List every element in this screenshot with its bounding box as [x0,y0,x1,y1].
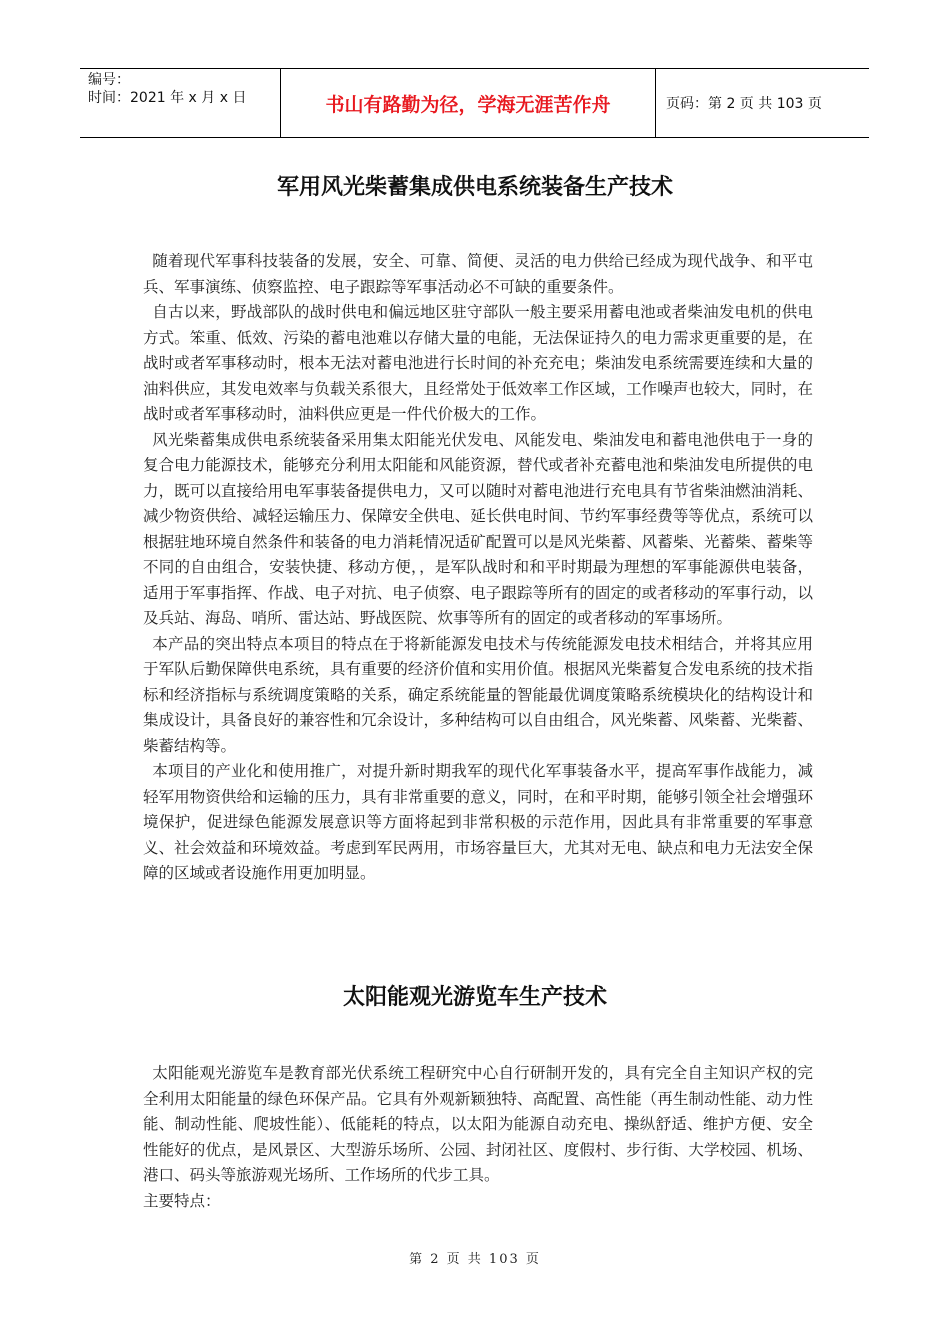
paragraph: 随着现代军事科技装备的发展，安全、可靠、简便、灵活的电力供给已经成为现代战争、和平屯兵、军事演练、侦察监控、电子跟踪等军事活动必不可缺的重要条件。 [143,252,813,296]
paragraph: 太阳能观光游览车是教育部光伏系统工程研究中心自行研制开发的，具有完全自主知识产权的完全利用太阳能量的绿色环保产品。它具有外观新颖独特、高配置、高性能（再生制动性能、动力性能、制动性能、爬坡性能）、低能耗的特点，以太阳为能源自动充电、操纵舒适、维护方便、安全性能好的优点，是风景区、大型游乐场所、公园、封闭社区、度假村、步行街、大学校园、机场、港口、码头等旅游观光场所、工作场所的代步工具。 [143,1064,813,1184]
time-label: 时间：2021 年 x 月 x 日 [88,90,247,106]
section2-title: 太阳能观光游览车生产技术 [342,985,607,1010]
section1-title: 军用风光柴蓄集成供电系统装备生产技术 [276,175,673,200]
section1-body [143,249,813,887]
header-page-info: 页码：第 2 页 共 103 页 [666,96,822,112]
paragraph: 本项目的产业化和使用推广，对提升新时期我军的现代化军事装备水平，提高军事作战能力，减轻军用物资供给和运输的压力，具有非常重要的意义，同时，在和平时期，能够引领全社会增强环境保护，促进绿色能源发展意识等方面将起到非常积极的示范作用，因此具有非常重要的军事意义、社会效益和环境效益。考虑到军民两用，市场容量巨大，尤其对无电、缺点和电力无法安全保障的区域或者设施作用更加明显。 [143,762,813,882]
subheading-main-features: 主要特点： [143,1191,221,1210]
paragraph: 风光柴蓄集成供电系统装备采用集太阳能光伏发电、风能发电、柴油发电和蓄电池供电于一身的复合电力能源技术，能够充分利用太阳能和风能资源，替代或者补充蓄电池和柴油发电所提供的电力，既可以直接给用电军事装备提供电力，又可以随时对蓄电池进行充电具有节省柴油燃油消耗、减少物资供给、减轻运输压力、保障安全供电、延长供电时间、节约军事经费等等优点，系统可以根据驻地环境自然条件和装备的电力消耗情况适矿配置可以是风光柴蓄、风蓄柴、光蓄柴、蓄柴等不同的自由组合，安装快捷、移动方便，，是军队战时和和平时期最为理想的军事能源供电装备，适用于军事指挥、作战、电子对抗、电子侦察、电子跟踪等所有的固定的或者移动的军事行动，以及兵站、海岛、哨所、雷达站、野战医院、炊事等所有的固定的或者移动的军事场所。 [143,430,813,627]
paragraph: 本产品的突出特点本项目的特点在于将新能源发电技术与传统能源发电技术相结合，并将其应用于军队后勤保障供电系统，具有重要的经济价值和实用价值。根据风光柴蓄复合发电系统的技术指标和经济指标与系统调度策略的关系，确定系统能量的智能最优调度策略系统模块化的结构设计和集成设计，具备良好的兼容性和冗余设计，多种结构可以自由组合，风光柴蓄、风柴蓄、光柴蓄、柴蓄结构等。 [143,634,813,755]
paragraph: 自古以来，野战部队的战时供电和偏远地区驻守部队一般主要采用蓄电池或者柴油发电机的供电方式。笨重、低效、污染的蓄电池难以存储大量的电能，无法保证持久的电力需求更重要的是，在战时或者军事移动时，根本无法对蓄电池进行长时间的补充充电；柴油发电系统需要连续和大量的油料供应，其发电效率与负载关系很大，且经常处于低效率工作区域，工作噪声也较大，同时，在战时或者军事移动时，油料供应更是一件代价极大的工作。 [143,303,813,423]
header-meta [80,69,281,137]
header-motto: 书山有路勤为径，学海无涯苦作舟 [325,93,611,116]
page-footer: 第 2 页 共 103 页 [409,1252,541,1267]
serial-label: 编号： [88,72,130,88]
header-motto-cell [281,69,656,137]
page-header [80,68,869,138]
section2-body [143,1061,813,1214]
